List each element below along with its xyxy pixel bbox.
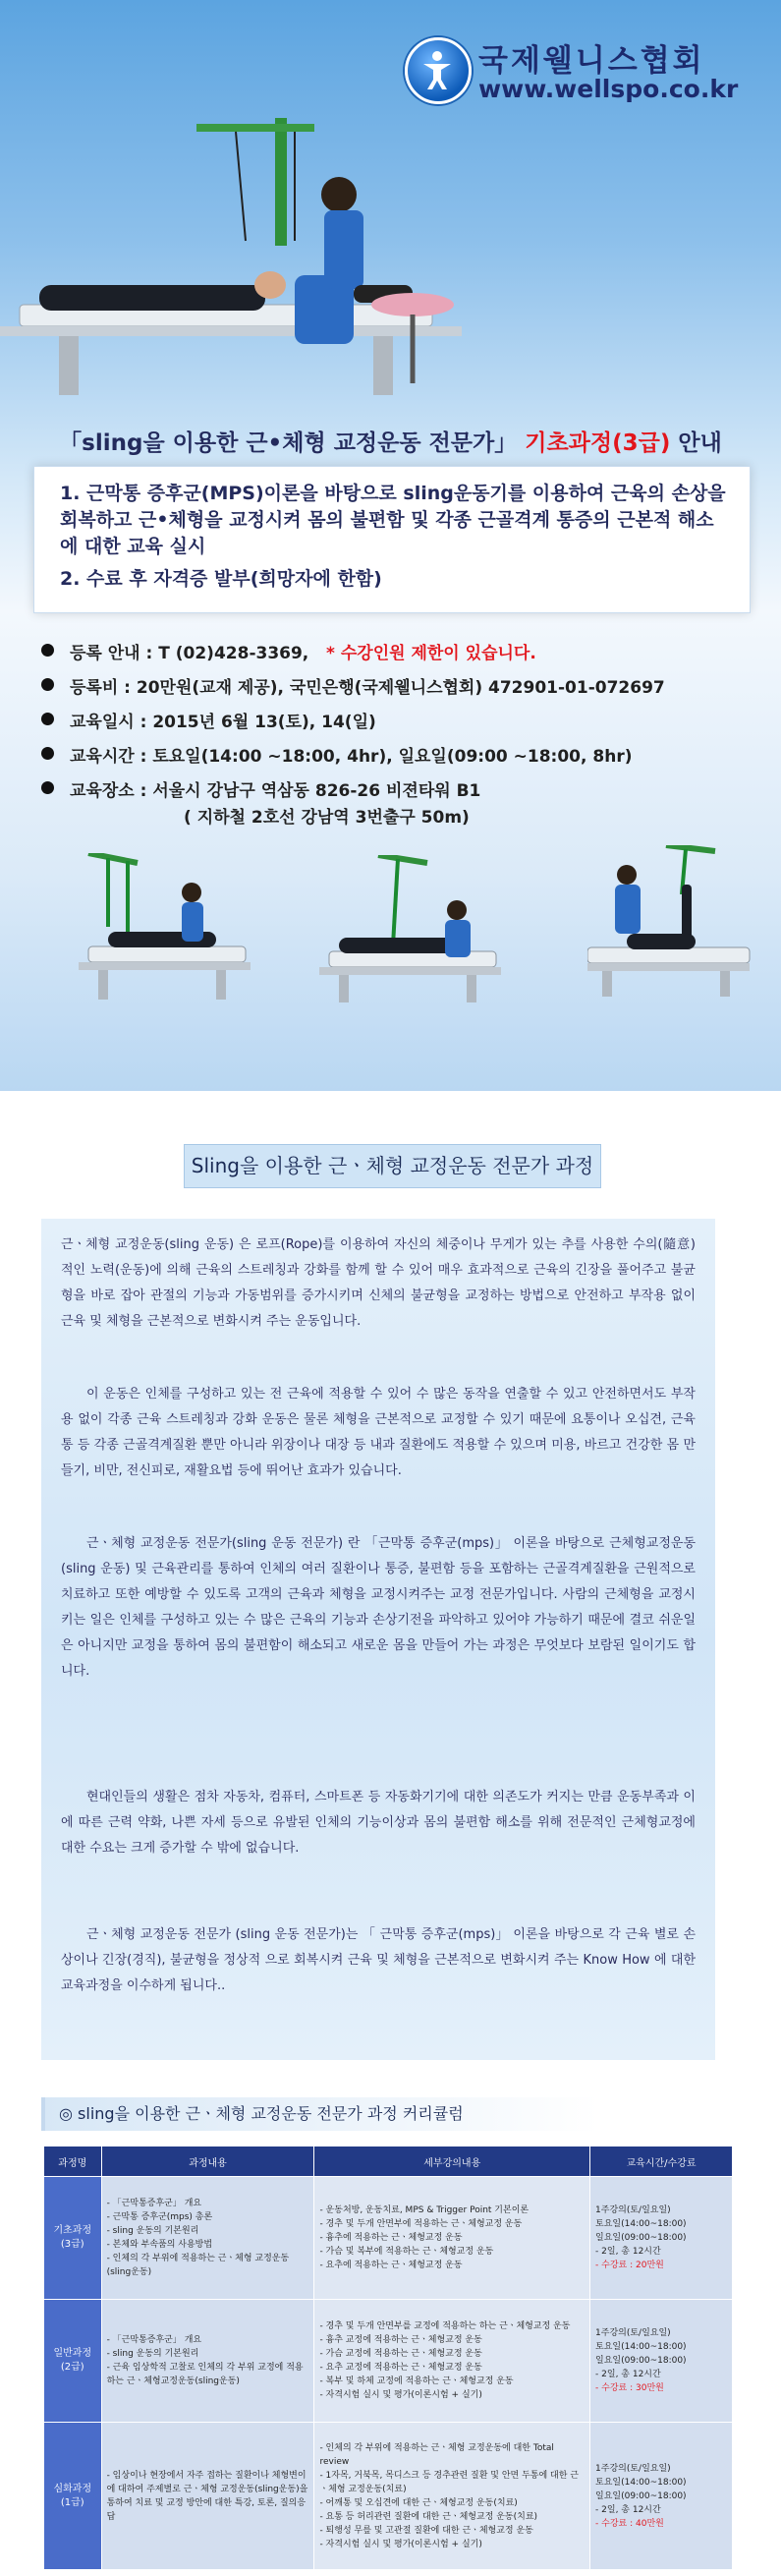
cell-text: (1급) — [60, 2496, 84, 2508]
list-item: - sling 운동의 기본원리 — [106, 2226, 199, 2236]
cell-text: (2급) — [60, 2362, 84, 2373]
org-name: 국제웰니스협회 — [478, 43, 705, 79]
list-item: - 인체의 각 부위에 적용하는 근ㆍ체형 교정운동에 대한 Total review — [319, 2442, 554, 2467]
title-prefix: 「sling을 이용한 근•체형 교정운동 전문가」 — [59, 430, 518, 456]
bullet-icon — [41, 678, 54, 691]
bullet-icon — [41, 781, 54, 794]
list-item: - 자격시험 실시 및 평가(이론시험 + 실기) — [319, 2539, 482, 2549]
course-description — [41, 1219, 715, 2060]
list-item: - 흉추 교정에 적용하는 근ㆍ체형교정 운동 — [319, 2335, 482, 2345]
course-content — [101, 2300, 314, 2423]
list-item: - 임상이나 현장에서 자주 접하는 질환이나 체형변이에 대하여 주제별로 근ㆍ체형 교정운동(sling운동)을 통하여 치료 및 교정 방안에 대한 특강, 토론, 질의응답 — [106, 2470, 308, 2522]
course-details — [314, 2423, 590, 2570]
course-schedule — [590, 2423, 733, 2570]
purpose-item: 1. 근막통 증후군(MPS)이론을 바탕으로 sling운동기를 이용하여 근육의 손상을 회복하고 근•체형을 교정시켜 몸의 불편함 및 각종 근골격계 통증의 근본적 해소에 대한 교육 실시 — [60, 483, 726, 557]
list-item: - 복부 및 하체 교정에 적용하는 근ㆍ체형교정 운동 — [319, 2376, 514, 2386]
course-schedule — [590, 2177, 733, 2300]
course-level — [44, 2300, 102, 2423]
list-item: - 가슴 및 복부에 적용하는 근ㆍ체형교정 운동 — [319, 2247, 494, 2257]
cell-text: - 2일, 총 12시간 — [595, 2370, 661, 2379]
course-level — [44, 2423, 102, 2570]
description-paragraph: 근ㆍ체형 교정운동 전문가(sling 운동 전문가) 란 「근막통 증후군(mps)」 이론을 바탕으로 근체형교정운동(sling 운동) 및 근육관리를 통하여 인체의 여러 질환이나 통증, 불편함 등을 포함하는 근골격계질환을 근원적으로 치료하고 또한 예방할 수 있도록 고객의 근육과 체형을 교정시켜주는 교정 전문가입니다. 사람의 근체형을 교정시키는 일은 인체를 구성하고 있는 수 많은 근육의 기능과 손상기전을 파악하고 있어야 가능하기 때문에 결코 쉬운일은 아니지만 교정을 통하여 몸의 불편함이 해소되고 새로운 몸을 만들어 가는 과정은 무엇보다 보람된 일이기도 합니다. — [61, 1536, 696, 1679]
list-item: - 요통 등 허리관련 질환에 대한 근ㆍ체형교정 운동(치료) — [319, 2511, 538, 2522]
info-time: 교육시간 : 토요일(14:00 ~18:00, 4hr), 일요일(09:00 ~18:00, 8hr) — [41, 742, 665, 776]
list-item: - 「근막통증후군」 개요 — [106, 2335, 202, 2345]
course-details — [314, 2300, 590, 2423]
list-item: - 퇴행성 무릎 및 고관절 질환에 대한 근ㆍ체형교정 운동 — [319, 2525, 533, 2536]
cell-text: 일요일(09:00~18:00) — [595, 2356, 687, 2366]
table-row — [44, 2423, 733, 2570]
list-item: - 어깨통 및 오십견에 대한 근ㆍ체형교정 운동(치료) — [319, 2497, 518, 2508]
bullet-icon — [41, 713, 54, 725]
sling-therapy-photo — [0, 108, 550, 403]
cell-text: 일요일(09:00~18:00) — [595, 2490, 687, 2501]
cell-text: 토요일(14:00~18:00) — [595, 2342, 687, 2352]
info-list — [41, 639, 665, 828]
list-item: - 운동처방, 운동치료, MPS & Trigger Point 기본이론 — [319, 2205, 530, 2215]
header-details: 세부강의내용 — [314, 2147, 590, 2177]
description-paragraph: 이 운동은 인체를 구성하고 있는 전 근육에 적용할 수 있어 수 많은 동작을 연출할 수 있고 안전하면서도 부작용 없이 각종 근육 스트레칭과 강화 운동은 물론 체형을 근본적으로 교정할 수 있기 때문에 요통이나 오십견, 근육통 등 각종 근골격계질환 뿐만 아니라 위장이나 대장 등 내과 질환에도 적용할 수 있으며 미용, 바르고 건강한 몸 만들기, 비만, 전신피로, 재활요법 등에 뛰어난 효과가 있습니다. — [61, 1387, 696, 1478]
list-item: - 1자목, 거북목, 목디스크 등 경추관련 질환 및 안면 두통에 대한 근ㆍ체형 교정운동(치료) — [319, 2470, 579, 2494]
course-schedule — [590, 2300, 733, 2423]
list-item: - 경추 및 두개 안면부에 적용하는 근ㆍ체형교정 운동 — [319, 2219, 523, 2229]
list-item: - 경추 및 두개 안면부를 교정에 적용하는 하는 근ㆍ체형교정 운동 — [319, 2321, 571, 2331]
person-figure-icon — [419, 50, 455, 89]
table-row — [44, 2177, 733, 2300]
course-level — [44, 2177, 102, 2300]
bullet-icon — [41, 747, 54, 760]
cell-text: 심화과정 — [53, 2483, 92, 2494]
info-fee: 등록비 : 20만원(교재 제공), 국민은행(국제웰니스협회) 472901-01-072697 — [41, 673, 665, 708]
table-header — [44, 2147, 733, 2177]
purpose-item: 2. 수료 후 자격증 발부(희망자에 한함) — [60, 568, 382, 590]
info-place-sub: ( 지하철 2호선 강남역 3번출구 50m) — [184, 808, 470, 828]
list-item: - 인체의 각 부위에 적용하는 근ㆍ체형 교정운동(sling운동) — [106, 2254, 290, 2277]
list-item: - 본체와 부속품의 사용방법 — [106, 2240, 213, 2250]
list-item: - 「근막통증후군」 개요 — [106, 2199, 202, 2208]
cell-text: (3급) — [60, 2239, 84, 2250]
course-fee: - 수강료 : 30만원 — [595, 2383, 664, 2393]
website[interactable]: www.wellspo.co.kr — [478, 75, 739, 103]
title-suffix: 안내 — [678, 430, 722, 456]
section-title: Sling을 이용한 근ㆍ체형 교정운동 전문가 과정 — [184, 1144, 601, 1188]
cell-text: - 2일, 총 12시간 — [595, 2504, 661, 2515]
header-schedule: 교육시간/수강료 — [590, 2147, 733, 2177]
curriculum-table — [43, 2146, 733, 2570]
hero-banner — [0, 0, 781, 1091]
list-item: - 가슴 교정에 적용하는 근ㆍ체형교정 운동 — [319, 2349, 482, 2359]
description-paragraph: 근ㆍ체형 교정운동(sling 운동) 은 로프(Rope)를 이용하여 자신의 체중이나 무게가 있는 추를 사용한 수의(隨意)적인 노력(운동)에 의해 근육의 스트레칭과 강화를 함께 할 수 있어 매우 효과적으로 근육의 긴장을 풀어주고 불균형을 바로 잡아 관절의 기능과 가동범위를 증가시키며 신체의 불균형을 교정하는 방법으로 안전하고 부작용 없이 근육 및 체형을 근본적으로 변화시켜 주는 운동입니다. — [61, 1237, 696, 1329]
list-item: - 요추 교정에 적용하는 근ㆍ체형교정 운동 — [319, 2363, 482, 2373]
info-place: 교육장소 : 서울시 강남구 역삼동 826-26 비젼타워 B1 — [41, 776, 665, 811]
list-item: - 근육 임상학적 고찰로 인체의 각 부위 교정에 적용하는 근ㆍ체형교정운동(sling운동) — [106, 2363, 304, 2386]
cell-text: 일반과정 — [53, 2348, 92, 2359]
cell-text: 토요일(14:00~18:00) — [595, 2219, 687, 2229]
list-item: - 흉추에 적용하는 근ㆍ체형교정 운동 — [319, 2233, 463, 2243]
cell-text: 토요일(14:00~18:00) — [595, 2477, 687, 2488]
cell-text: - 2일, 총 12시간 — [595, 2247, 661, 2257]
course-fee: - 수강료 : 20만원 — [595, 2261, 664, 2270]
list-item: - 자격시험 실시 및 평가(이론시험 + 실기) — [319, 2390, 482, 2400]
title-highlight: 기초과정(3급) — [525, 430, 671, 456]
cell-text: 1주강의(토/일요일) — [595, 2205, 671, 2215]
header-content: 과정내용 — [101, 2147, 314, 2177]
course-content — [101, 2177, 314, 2300]
course-details — [314, 2177, 590, 2300]
header-course: 과정명 — [44, 2147, 102, 2177]
course-purpose-box — [33, 466, 751, 613]
exercise-photo-2 — [319, 855, 506, 1002]
list-item: - 근막통 증후군(mps) 총론 — [106, 2212, 213, 2222]
curriculum-title: ◎ sling을 이용한 근ㆍ체형 교정운동 전문가 과정 커리큘럼 — [41, 2097, 599, 2131]
bullet-icon — [41, 644, 54, 657]
cell-text: 1주강의(토/일요일) — [595, 2463, 671, 2474]
exercise-photo-3 — [587, 845, 754, 998]
table-row — [44, 2300, 733, 2423]
course-content — [101, 2423, 314, 2570]
list-item: - sling 운동의 기본원리 — [106, 2349, 199, 2359]
exercise-photo-1 — [69, 853, 255, 1001]
description-paragraph: 근ㆍ체형 교정운동 전문가 (sling 운동 전문가)는 「 근막통 증후군(mps)」 이론을 바탕으로 각 근육 별로 손상이나 긴장(경직), 불균형을 정상적 으로 회복시켜 근육 및 체형을 근본적으로 변화시켜 주는 Know How 에 대한교육과정을 이수하게 됩니다.. — [61, 1927, 696, 1993]
cell-text: 1주강의(토/일요일) — [595, 2328, 671, 2338]
list-item: - 요추에 적용하는 근ㆍ체형교정 운동 — [319, 2261, 463, 2270]
info-date: 교육일시 : 2015년 6월 13(토), 14(일) — [41, 708, 665, 742]
description-paragraph: 현대인들의 생활은 점차 자동차, 컴퓨터, 스마트폰 등 자동화기기에 대한 의존도가 커지는 만큼 운동부족과 이에 따른 근력 약화, 나쁜 자세 등으로 유발된 인체의 기능이상과 몸의 불편함 해소를 위해 전문적인 근체형교정에 대한 수요는 크게 증가할 수 밖에 없습니다. — [61, 1790, 696, 1856]
info-registration: 등록 안내 : T (02)428-3369, * 수강인원 제한이 있습니다. — [41, 639, 665, 673]
course-fee: - 수강료 : 40만원 — [595, 2518, 664, 2529]
cell-text: 일요일(09:00~18:00) — [595, 2233, 687, 2243]
association-logo — [405, 37, 472, 104]
course-title — [0, 425, 781, 457]
cell-text: 기초과정 — [53, 2225, 92, 2236]
